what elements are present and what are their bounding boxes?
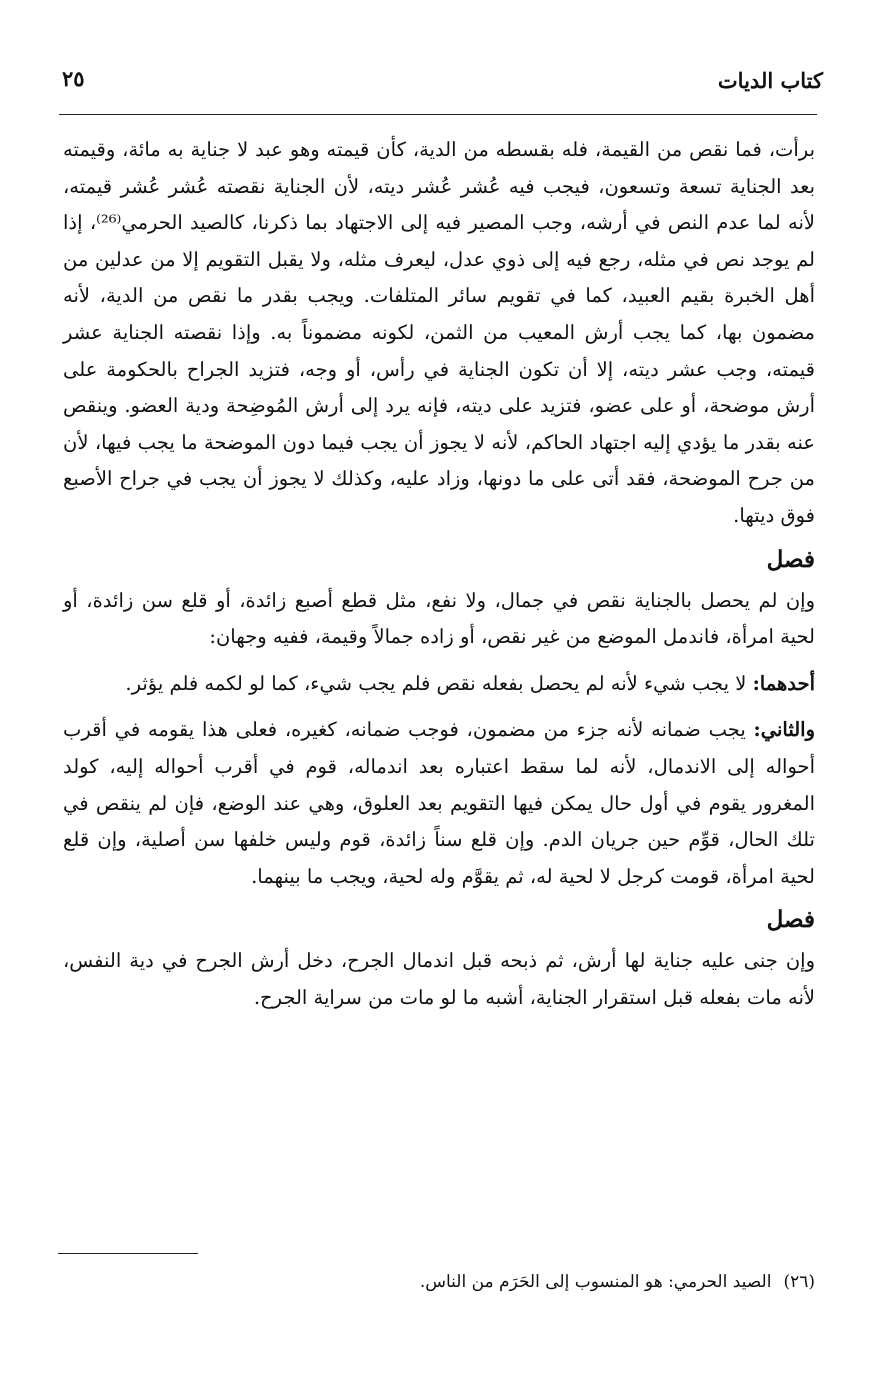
running-head <box>50 60 823 104</box>
paragraph-opening: برأت، فما نقص من القيمة، فله بقسطه من الدية، كأن قيمته وهو عبد لا جناية به مائة، وقيمته بعد الجناية تسعة وتسعون، فيجب فيه عُشر عُشر ديته، لأن الجناية نقصته عُشر عُشر قيمته، لأنه لما عدم النص في أرشه، وجب المصير فيه إلى الاجتهاد بما ذكرنا، كالصيد الحرمي⁽²⁶⁾، إذا لم يوجد نص في مثله، رجع فيه إلى ذوي عدل، ليعرف مثله، ولا يقبل التقويم إلا من عدلين من أهل الخبرة بقيم العبيد، كما في تقويم سائر المتلفات. ويجب بقدر ما نقص من الدية، لأنه مضمون بها، كما يجب أرش المعيب من الثمن، لكونه مضموناً به. وإذا نقصته الجناية عشر قيمته، وجب عشر ديته، إلا أن تكون الجناية في رأس، أو وجه، فتزيد الجراح بالحكومة على أرش موضحة، أو على عضو، فتزيد على ديته، فإنه يرد إلى أرش المُوضِحة ودية العضو. وينقص عنه بقدر ما يؤدي إليه اجتهاد الحاكم، لأنه لا يجوز أن يجب فيما دون الموضحة ما يجب فيها، لأن من جرح الموضحة، فقد أتى على ما دونها، وزاد عليه، وكذلك لا يجوز أن يجب في جراح الأصبع فوق ديتها. <box>63 138 815 527</box>
footnote-rule <box>58 1253 198 1254</box>
first-view-text: لا يجب شيء لأنه لم يحصل بفعله نقص فلم يجب شيء، كما لو لكمه فلم يؤثر. <box>125 671 753 695</box>
main-text <box>63 132 815 1016</box>
paragraph-section1-intro: وإن لم يحصل بالجناية نقص في جمال، ولا نفع، مثل قطع أصبع زائدة، أو قلع سن زائدة، أو لحية امرأة، فاندمل الموضع من غير نقص، أو زاده جمالاً وقيمة، ففيه وجهان: <box>63 588 815 649</box>
header-rule <box>59 114 817 115</box>
paragraph-first-view <box>63 666 815 703</box>
page-number: ٢٥ <box>62 66 85 91</box>
second-view-text: يجب ضمانه لأنه جزء من مضمون، فوجب ضمانه، كغيره، فعلى هذا يقومه في أقرب أحواله إلى الاندمال، لأنه لما سقط اعتباره بعد اندماله، قوم في أقرب أحواله إليه، كولد المغرور يقوم في أول حال يمكن فيها التقويم بعد العلوق، وهي عند الوضع، فإن لم ينقص في تلك الحال، قوِّم حين جريان الدم. وإن قلع سناً زائدة، قوم وليس خلفها سن أصلية، وإن قلع لحية امرأة، قومت كرجل لا لحية له، ثم يقوَّم وله لحية، ويجب ما بينهما. <box>63 718 815 888</box>
first-view-label: أحدهما: <box>752 671 815 695</box>
paragraph-second-view <box>63 712 815 895</box>
footnote-text: الصيد الحرمي: هو المنسوب إلى الحَرَم من الناس. <box>419 1272 772 1292</box>
section-heading-2: فصل <box>766 906 815 934</box>
section-heading-1: فصل <box>766 545 815 573</box>
book-title: كتاب الديات <box>717 68 823 93</box>
paragraph-section2: وإن جنى عليه جناية لها أرش، ثم ذبحه قبل اندمال الجرح، دخل أرش الجرح في دية النفس، لأنه مات بفعله قبل استقرار الجناية، أشبه ما لو مات من سراية الجرح. <box>63 949 815 1009</box>
footnote <box>63 1268 815 1296</box>
footnote-number: (٢٦) <box>783 1272 815 1292</box>
second-view-label: والثاني: <box>753 718 815 742</box>
